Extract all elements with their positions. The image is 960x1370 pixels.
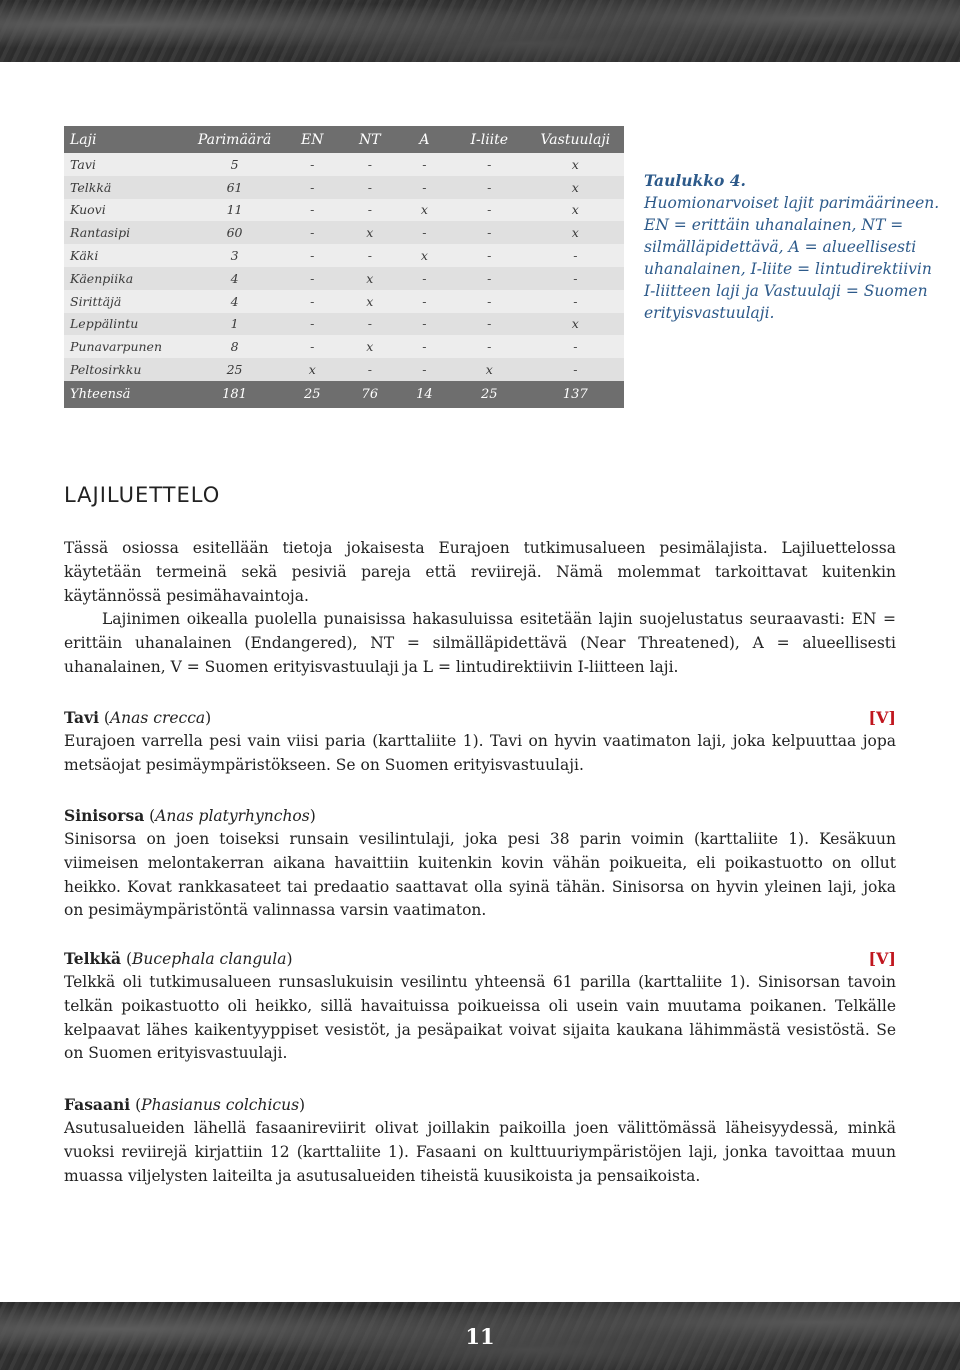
cell-nt: x [366, 225, 374, 241]
cell-vastuulaji: x [571, 316, 579, 332]
cell-vastuulaji: - [573, 270, 578, 286]
species-entry-tavi [64, 706, 896, 778]
species-description: Asutusalueiden lähellä fasaanireviirit olivat joillakin paikoilla joen välittömässä läheisyydessä, minkä vuoksi reviirejä kirjattiin 12 (karttaliite 1). Fasaani on kulttuuriympäristöjen laji, jonka tavoittaa muun muassa viljelysten laiteilta ja asutusalueiden tiheistä kuusikoista ja pensaikoista. [64, 1119, 896, 1185]
cell-parimaara: 8 [230, 339, 239, 355]
species-entry-telkka [64, 947, 896, 1066]
cell-i-liite: - [487, 179, 492, 195]
table-row [64, 244, 624, 267]
species-name: Sinisorsa [64, 806, 145, 825]
page-number: 11 [465, 1324, 495, 1349]
table-row [64, 290, 624, 313]
cell-nt: - [367, 202, 372, 218]
species-status-badge: [V] [868, 708, 896, 727]
cell-en: - [310, 248, 315, 264]
cell-parimaara: 4 [230, 293, 239, 309]
cell-vastuulaji: x [571, 202, 579, 218]
cell-en: - [310, 225, 315, 241]
cell-i-liite: - [487, 293, 492, 309]
cell-en: - [310, 202, 315, 218]
cell-a: x [420, 202, 428, 218]
cell-i-liite: - [487, 202, 492, 218]
cell-a: - [422, 225, 427, 241]
total-nt: 76 [361, 386, 379, 402]
cell-parimaara: 25 [226, 362, 243, 378]
cell-en: - [310, 339, 315, 355]
cell-nt: x [366, 270, 374, 286]
intro-paragraph-2: Lajinimen oikealla puolella punaisissa hakasuluissa esitetään lajin suojelustatus seuraavasti: EN = erittäin uhanalainen (Endangered), NT = silmälläpidettävä (Near Threatened), A = alueellisesti uhanalainen, V = Suomen erityisvastuulaji ja L = lintudirektiivin I-liitteen laji. [64, 610, 896, 676]
species-entry-fasaani [64, 1093, 896, 1188]
cell-vastuulaji: - [573, 362, 578, 378]
species-header: Tavi (Anas crecca) [V] [64, 706, 896, 730]
cell-i-liite: - [487, 316, 492, 332]
species-latin: Anas crecca [109, 709, 206, 727]
cell-vastuulaji: - [573, 248, 578, 264]
table-row [64, 335, 624, 358]
cell-laji: Telkkä [70, 179, 112, 195]
cell-vastuulaji: x [571, 179, 579, 195]
cell-i-liite: - [487, 270, 492, 286]
cell-vastuulaji: - [573, 339, 578, 355]
cell-a: - [422, 270, 427, 286]
cell-parimaara: 11 [226, 202, 243, 218]
cell-nt: - [367, 156, 372, 172]
cell-en: - [310, 179, 315, 195]
species-header: Telkkä (Bucephala clangula) [V] [64, 947, 896, 971]
cell-laji: Peltosirkku [70, 362, 142, 378]
cell-i-liite: - [487, 156, 492, 172]
table-row [64, 153, 624, 176]
cell-en: x [308, 362, 316, 378]
species-name: Fasaani [64, 1095, 131, 1114]
cell-i-liite: x [485, 362, 493, 378]
table-row [64, 267, 624, 290]
species-latin: Bucephala clangula [132, 950, 287, 968]
cell-parimaara: 5 [230, 156, 239, 172]
header-laji: Laji [70, 131, 97, 148]
cell-a: - [422, 316, 427, 332]
cell-a: x [420, 248, 428, 264]
species-name: Telkkä [64, 949, 122, 968]
cell-i-liite: - [487, 339, 492, 355]
species-latin: Anas platyrhynchos [155, 807, 310, 825]
cell-parimaara: 1 [230, 316, 239, 332]
cell-laji: Punavarpunen [70, 339, 163, 355]
cell-laji: Sirittäjä [70, 293, 122, 309]
species-header: Sinisorsa (Anas platyrhynchos) [64, 806, 316, 825]
total-a: 14 [416, 386, 433, 402]
table-row [64, 176, 624, 199]
cell-nt: - [367, 179, 372, 195]
species-table [64, 126, 624, 408]
cell-parimaara: 60 [226, 225, 243, 241]
cell-nt: - [367, 316, 372, 332]
cell-laji: Kuovi [70, 202, 106, 218]
header-parimaara: Parimäärä [197, 131, 272, 148]
cell-vastuulaji: x [571, 156, 579, 172]
caption-title: Taulukko 4. [644, 171, 746, 190]
cell-nt: x [366, 293, 374, 309]
header-nt: NT [359, 131, 381, 148]
species-description: Sinisorsa on joen toiseksi runsain vesilintulaji, joka pesi 38 parin voimin (karttaliite 1). Kesäkuun viimeisen melontakerran aikana havaittiin kuitenkin kovin vähän poikueita, eli poikastuotto on ollut heikko. Kovat rankkasateet tai predaatio saattavat olla syinä tähän. Sinisorsa on hyvin yleinen laji, joka on pesimäympäristöntä valinnassa varsin vaatimaton. [64, 830, 896, 920]
cell-laji: Käenpiika [70, 270, 134, 286]
intro-paragraph-1: Tässä osiossa esitellään tietoja jokaisesta Eurajoen tutkimusalueen pesimälajista. Lajiluettelossa käytetään termeinä sekä pesiviä pareja että reviirejä. Nämä molemmat tarkoittavat kuitenkin käytännössä pesimähavaintoja. [64, 539, 896, 605]
caption-text: Huomionarvoiset lajit parimäärineen. EN = erittäin uhanalainen, NT = silmälläpidettävä, A = alueellisesti uhanalainen, I-liite = lintudirektiivin I-liitteen laji ja Vastuulaji = Suomen erityisvastuulaji. [644, 194, 940, 322]
cell-vastuulaji: - [573, 293, 578, 309]
header-i-liite: I-liite [470, 131, 509, 148]
cell-nt: x [366, 339, 374, 355]
cell-i-liite: - [487, 225, 492, 241]
species-description: Telkkä oli tutkimusalueen runsaslukuisin vesilintu yhteensä 61 parilla (karttaliite 1). Sinisorsan tavoin telkän poikastuotto oli heikko, sillä havaituissa poikueissa oli usein vain muutama poikanen. Telkälle kelpaavat lähes kaikentyyppiset vesistöt, ja pesäpaikat voivat sijaita kaukana lähimmästä vesistöstä. Se on Suomen erityisvastuulaji. [64, 973, 896, 1063]
cell-a: - [422, 293, 427, 309]
cell-parimaara: 3 [230, 248, 239, 264]
header-a: A [419, 131, 430, 148]
species-status-badge: [V] [868, 949, 896, 968]
species-description: Eurajoen varrella pesi vain viisi paria (karttaliite 1). Tavi on hyvin vaatimaton laji, joka kelpuuttaa jopa metsäojat pesimäympäristökseen. Se on Suomen erityisvastuulaji. [64, 732, 896, 774]
top-texture-band [0, 0, 960, 62]
intro-text [64, 537, 896, 680]
cell-en: - [310, 156, 315, 172]
total-vastuulaji: 137 [562, 386, 588, 402]
species-header: Fasaani (Phasianus colchicus) [64, 1095, 306, 1114]
cell-a: - [422, 362, 427, 378]
cell-laji: Rantasipi [70, 225, 131, 241]
cell-en: - [310, 270, 315, 286]
section-heading: LAJILUETTELO [64, 483, 221, 507]
cell-i-liite: - [487, 248, 492, 264]
total-parimaara: 181 [222, 386, 247, 402]
total-label: Yhteensä [70, 386, 131, 402]
cell-nt: - [367, 362, 372, 378]
total-en: 25 [303, 386, 321, 402]
cell-laji: Leppälintu [70, 316, 139, 332]
cell-a: - [422, 179, 427, 195]
cell-en: - [310, 293, 315, 309]
cell-laji: Käki [70, 248, 99, 264]
cell-parimaara: 4 [230, 270, 239, 286]
cell-vastuulaji: x [571, 225, 579, 241]
species-name: Tavi [64, 708, 99, 727]
table-row [64, 221, 624, 244]
cell-laji: Tavi [70, 156, 96, 172]
cell-en: - [310, 316, 315, 332]
table-row [64, 199, 624, 222]
species-entry-sinisorsa [64, 804, 896, 923]
table-header-row [64, 126, 624, 153]
table-caption [644, 170, 944, 324]
header-vastuulaji: Vastuulaji [540, 131, 611, 148]
cell-nt: - [367, 248, 372, 264]
species-latin: Phasianus colchicus [141, 1096, 300, 1114]
cell-parimaara: 61 [226, 179, 243, 195]
header-en: EN [301, 131, 324, 148]
table-total-row [64, 381, 624, 408]
cell-a: - [422, 339, 427, 355]
table-row [64, 313, 624, 336]
cell-a: - [422, 156, 427, 172]
table-row [64, 358, 624, 381]
total-i-liite: 25 [481, 386, 498, 402]
